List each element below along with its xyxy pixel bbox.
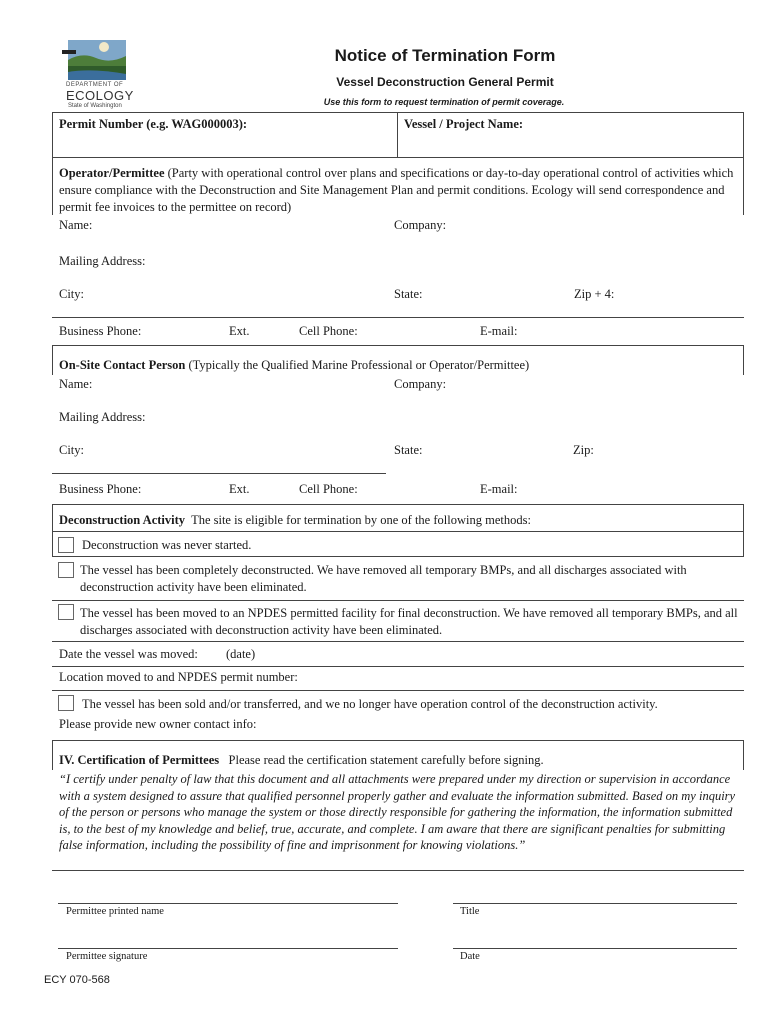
operator-zip-label: Zip + 4: [574, 287, 615, 301]
option-never-started-checkbox[interactable] [58, 537, 74, 553]
onsite-zip-label: Zip: [573, 443, 594, 457]
date-moved-field[interactable]: (date) [226, 647, 256, 661]
operator-ext-label: Ext. [229, 324, 250, 338]
certification-box-right [743, 740, 744, 770]
onsite-cell-label: Cell Phone: [299, 482, 358, 496]
date-line[interactable] [453, 948, 737, 949]
onsite-email-label: E-mail: [480, 482, 518, 496]
operator-business-phone-label: Business Phone: [59, 324, 142, 338]
new-owner-label: Please provide new owner contact info: [59, 717, 257, 731]
permit-box-divider [397, 112, 398, 158]
option-moved-label: The vessel has been moved to an NPDES permitted facility for final deconstruction. We have removed all temporary BMPs, and all discharges associated with deconstruction activity have been eliminated. [80, 606, 738, 637]
deconstruction-heading-divider [52, 531, 744, 532]
onsite-company-label: Company: [394, 377, 447, 391]
new-owner-field[interactable] [280, 715, 740, 735]
operator-heading [59, 165, 739, 216]
option-sold-checkbox[interactable] [58, 695, 74, 711]
signature-label: Permittee signature [66, 951, 148, 962]
onsite-box-left [52, 345, 53, 375]
onsite-box-right [743, 345, 744, 375]
location-divider [52, 690, 744, 691]
deconstruction-box-left [52, 504, 53, 556]
operator-city-label: City: [59, 287, 85, 301]
permit-box-bottom [52, 157, 744, 158]
deconstruction-heading-title: Deconstruction Activity [59, 513, 186, 527]
deconstruction-box-top [52, 504, 744, 505]
onsite-ext-label: Ext. [229, 482, 250, 496]
printed-name-line[interactable] [58, 903, 398, 904]
vessel-name-field[interactable] [401, 134, 739, 154]
operator-mailing-label: Mailing Address: [59, 254, 146, 268]
printed-name-label: Permittee printed name [66, 906, 164, 917]
onsite-city-label: City: [59, 443, 85, 457]
permit-number-label: Permit Number (e.g. WAG000003): [59, 117, 248, 131]
certification-box-left [52, 740, 53, 770]
page-instruction: Use this form to request termination of permit coverage. [323, 97, 565, 107]
permit-box-right [743, 112, 744, 158]
onsite-name-label: Name: [59, 377, 93, 391]
onsite-business-phone-label: Business Phone: [59, 482, 142, 496]
certification-instruction: Please read the certification statement carefully before signing. [228, 753, 544, 767]
onsite-heading-title: On-Site Contact Person [59, 358, 186, 372]
logo-line3: State of Washington [68, 103, 122, 109]
operator-heading-title: Operator/Permittee [59, 166, 165, 180]
certification-box-top [52, 740, 744, 741]
location-moved-label: Location moved to and NPDES permit number: [59, 670, 298, 684]
operator-state-label: State: [394, 287, 423, 301]
option-completed-label: The vessel has been completely deconstructed. We have removed all temporary BMPs, and all discharges associated with deconstruction activity have been eliminated. [80, 563, 687, 594]
operator-description: (Party with operational control over plans and specifications or day-to-day operational control of activities which ensure compliance with the Deconstruction and Site Management Plan and permit conditions. Ecology will send correspondence and permit fee invoices to the permittee on record) [59, 166, 734, 214]
title-line[interactable] [453, 903, 737, 904]
certification-statement: “I certify under penalty of law that this document and all attachments were prepared under my direction or supervision in accordance with a system designed to assure that qualified personnel properly gather and evaluate the information submitted. Based on my inquiry of the person or persons who manage the system or those directly responsible for gathering the information, the information submitted is, to the best of my knowledge and belief, true, accurate, and complete. I am aware that there are significant penalties for submitting false information, including the possibility of fine and imprisonment for knowing violations.” [59, 772, 736, 853]
vessel-name-label: Vessel / Project Name: [404, 117, 524, 131]
logo-line1: DEPARTMENT OF [66, 82, 124, 88]
operator-box-left [52, 157, 53, 215]
logo-line2: ECOLOGY [66, 88, 134, 103]
permit-box-left [52, 112, 53, 158]
option-moved-checkbox[interactable] [58, 604, 74, 620]
onsite-divider [52, 473, 386, 474]
deconstruction-description: The site is eligible for termination by one of the following methods: [191, 513, 531, 527]
date-divider [52, 666, 744, 667]
onsite-heading [59, 358, 529, 373]
page-subtitle: Vessel Deconstruction General Permit [336, 75, 554, 89]
option-divider-3 [52, 641, 744, 642]
permit-box-top [52, 112, 744, 113]
onsite-description: (Typically the Qualified Marine Professional or Operator/Permittee) [185, 358, 530, 372]
date-moved-label: Date the vessel was moved: [59, 647, 198, 661]
operator-divider [52, 317, 744, 318]
onsite-mailing-label: Mailing Address: [59, 410, 146, 424]
deconstruction-heading [59, 513, 531, 528]
option-sold-label: The vessel has been sold and/or transferred, and we no longer have operation control of the deconstruction activity. [82, 697, 658, 711]
certification-divider [52, 870, 744, 871]
operator-email-label: E-mail: [480, 324, 518, 338]
option-divider-1 [52, 556, 744, 557]
date-label: Date [460, 951, 480, 962]
operator-company-label: Company: [394, 218, 447, 232]
onsite-state-label: State: [394, 443, 423, 457]
onsite-box-top [52, 345, 744, 346]
option-completed-checkbox[interactable] [58, 562, 74, 578]
certification-heading-title: IV. Certification of Permittees [59, 753, 220, 767]
operator-box-right [743, 157, 744, 215]
signature-line[interactable] [58, 948, 398, 949]
form-id: ECY 070-568 [44, 974, 110, 986]
title-label: Title [460, 906, 480, 917]
operator-cell-label: Cell Phone: [299, 324, 358, 338]
certification-heading [59, 753, 544, 768]
option-never-started-label: Deconstruction was never started. [82, 538, 252, 552]
permit-number-field[interactable] [56, 134, 394, 154]
option-divider-2 [52, 600, 744, 601]
page-title: Notice of Termination Form [334, 46, 556, 65]
location-moved-field[interactable] [325, 668, 739, 688]
operator-name-label: Name: [59, 218, 93, 232]
deconstruction-box-right [743, 504, 744, 556]
